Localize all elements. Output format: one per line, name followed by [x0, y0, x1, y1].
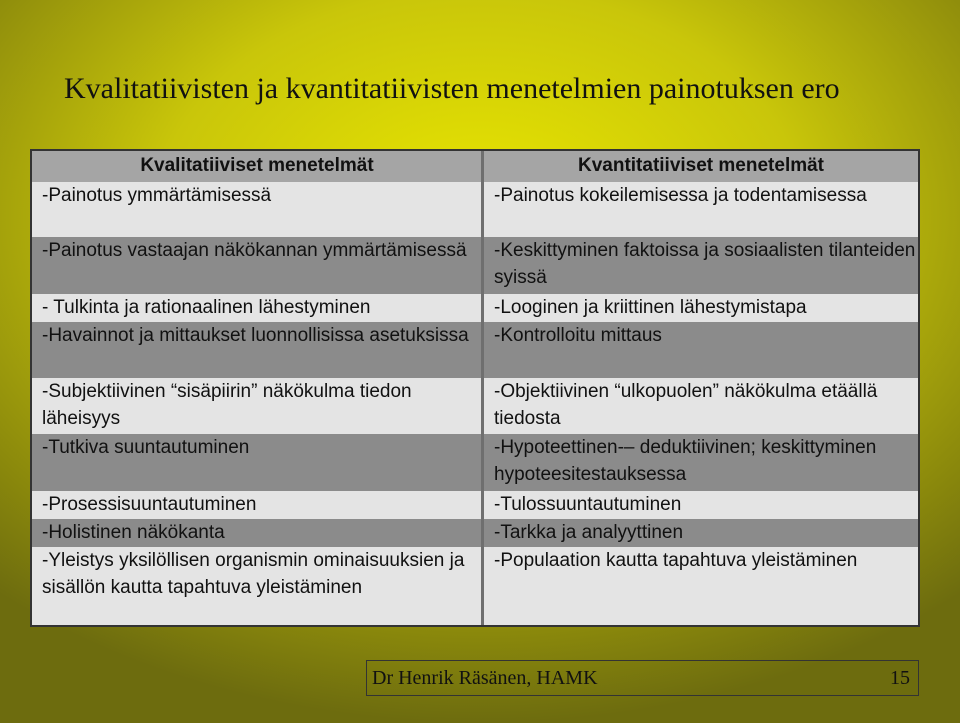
right-row-2: -Keskittyminen faktoissa ja sosiaalisten tilanteiden syissä — [484, 237, 918, 294]
left-row-8: -Holistinen näkökanta — [32, 519, 482, 547]
right-row-7: -Tulossuuntautuminen — [484, 491, 918, 519]
comparison-table — [30, 149, 920, 627]
right-row-9: -Populaation kautta tapahtuva yleistäminen — [484, 547, 918, 625]
left-row-4: -Havainnot ja mittaukset luonnollisissa asetuksissa — [32, 322, 482, 378]
qualitative-column — [32, 151, 482, 625]
left-row-1: -Painotus ymmärtämisessä — [32, 182, 482, 237]
left-row-6: -Tutkiva suuntautuminen — [32, 434, 482, 491]
quantitative-column — [484, 151, 918, 625]
left-row-7: -Prosessisuuntautuminen — [32, 491, 482, 519]
right-row-1: -Painotus kokeilemisessa ja todentamisessa — [484, 182, 918, 237]
left-row-3: - Tulkinta ja rationaalinen lähestyminen — [32, 294, 482, 322]
right-row-3: -Looginen ja kriittinen lähestymistapa — [484, 294, 918, 322]
page-number: 15 — [890, 667, 910, 689]
quantitative-header: Kvantitatiiviset menetelmät — [484, 151, 918, 182]
right-row-5: -Objektiivinen “ulkopuolen” näkökulma etäällä tiedosta — [484, 378, 918, 434]
right-row-6: -Hypoteettinen-– deduktiivinen; keskittyminen hypoteesitestauksessa — [484, 434, 918, 491]
footer-author: Dr Henrik Räsänen, HAMK — [372, 667, 598, 689]
left-row-5: -Subjektiivinen “sisäpiirin” näkökulma tiedon läheisyys — [32, 378, 482, 434]
slide-title: Kvalitatiivisten ja kvantitatiivisten menetelmien painotuksen ero — [64, 72, 840, 105]
left-row-9: -Yleistys yksilöllisen organismin ominaisuuksien ja sisällön kautta tapahtuva yleistäminen — [32, 547, 482, 625]
qualitative-header: Kvalitatiiviset menetelmät — [32, 151, 482, 182]
left-row-2: -Painotus vastaajan näkökannan ymmärtämisessä — [32, 237, 482, 294]
right-row-4: -Kontrolloitu mittaus — [484, 322, 918, 378]
right-row-8: -Tarkka ja analyyttinen — [484, 519, 918, 547]
